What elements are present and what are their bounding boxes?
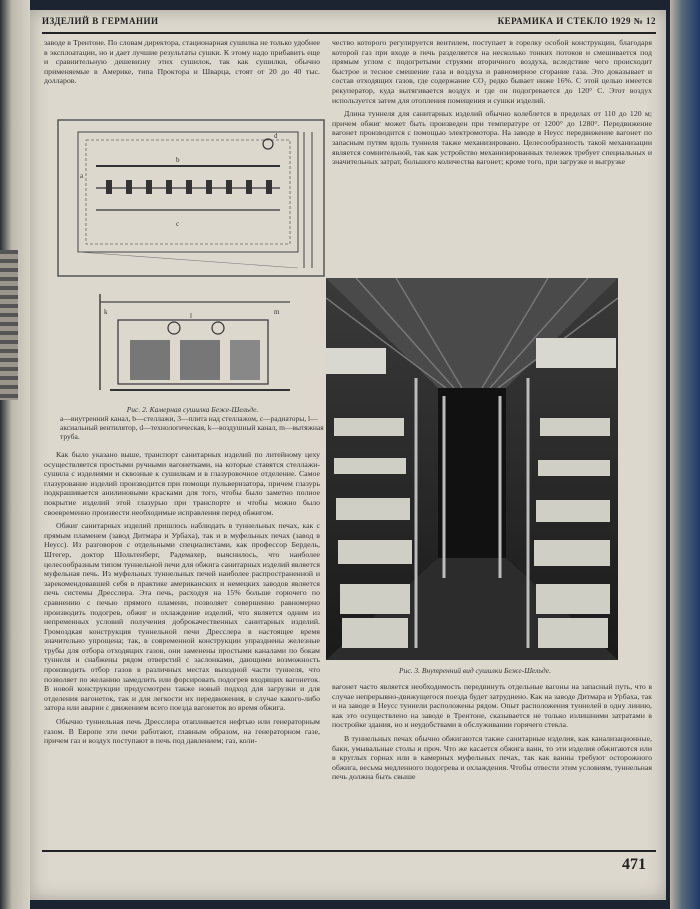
fig2-label-k: k [104,308,108,316]
header-rule [42,32,656,34]
fig2-label-m: m [274,308,280,316]
journal-page [30,10,666,900]
left-column-top [44,38,320,90]
paragraph: заводе в Трентоне. По словам директора, стационарная сушилка не только удобнее в эксплоатации, но и дает лучшие результаты сушки. К этому надо прибавить еще и сравнительную дешевизну этих сушилок, так как сушилки, обычно применяемые в Америке, типа Проктора и Шварца, стоят от 20 до 40 тыс. долларов. [44,38,320,86]
drying-chamber-plan-drawing [56,118,326,278]
fig1-label-a: a [80,172,84,180]
right-column-bottom [332,682,652,786]
fig1-label-d: d [274,132,278,140]
figure-2-caption-title: Рис. 2. Камерная сушилка Беже-Шельде. [126,405,259,414]
adjacent-page-strip [0,250,18,400]
right-column-top [332,38,652,171]
footer-rule [42,850,656,852]
paragraph: чество которого регулируется вентилем, поступает в горелку особой конструкции, благодаря которой газ при входе в печь разделяется на несколько тонких потоков и смешивается под прямым углом с подогретыми струями вторичного воздуха, вследствие чего происходит быстрое и тесное смешение газа и воздуха и равномерное сгорание газа. Это доказывает и состав отходящих газов, где содержание CO₂ редко бывает ниже 16%. С этой целью имеется рекуператор, куда вытягивается воздух и где он подогревается до 120° С. Этот воздух используется затем для отопления помещения и сушки изделий. [332,38,652,105]
figure-2-caption-legend: а—внутренний канал, b—стеллажи, 3—плита над стеллажом, с—радиаторы, l—аксиальный вентилятор, d—технологическая, k—воздушный канал, m—вытяжная труба. [60,414,324,441]
fig2-label-l: l [190,312,192,320]
book-cover-right [670,0,700,909]
dryer-interior-photo [326,278,618,660]
fig1-label-b: b [176,156,180,164]
paragraph: Обычно туннельная печь Дресслера отапливается нефтью или генераторным газом. В Европе эти печи работают, главным образом, на генераторном газе, причем газ и воздух поступают в печь под давлением; газ, коли- [44,717,320,746]
paragraph: Обжиг санитарных изделий пришлось наблюдать в туннельных печах, как с прямым пламенем (завод Дитмара и Урбаха), так и в муфельных печах (завод в Неусс). Из разговоров с отдельными специалистами, как профессор Бердель, Штегер, доктор Шольтенберг, Радемахер, выяснилось, что наиболее целесообразным типом туннельной печи для обжига санитарных изделий является муфельная печь. Из муфельных туннельных печей наиболее распространенной и зарекомендовавшей себя в практике американских и немецких заводов является печь системы Дресслера. Эта печь, расходуя на 15% больше горючего по сравнению с печью прямого пламени, позволяет совершенно равномерно производить подогрев, обжиг и охлаждение изделий, что является одним из непременных условий получения доброкачественных санитарных изделий. Громоздкая конструкция туннельной печи Дресслера в настоящее время значительно упрощена; так, в современной конструкции упразднены железные трубы для отбора отходящих газов, они заменены простыми каналами по бокам туннеля и снабжены рядом отверстий с заслонками, дающими возможность производить отбор газов в различных местах выходной части туннеля, что позволяет по желанию замедлить или форсировать подогрев входящих вагонеток. В новой конструкции предусмотрен также новый подход для загрузки и для отделения вагонеток, так и для легкости их передвижения, в случае какого-либо затора или аварии с движением всего поезда вагонеток во время обжига. [44,521,320,713]
fig1-label-c: c [176,220,180,228]
running-header [42,14,656,32]
header-left: ИЗДЕЛИЙ В ГЕРМАНИИ [42,16,159,26]
figure-2-caption [60,405,325,441]
paragraph: Длина туннеля для санитарных изделий обычно колеблется в пределах от 110 до 120 м; причем обжиг может быть произведен при температуре от 1200° до 1280°. Передвижение вагонет производится с помощью электромотора. На заводе в Неусс передвижение вагонет по запасным путям вдоль туннеля также механизировано. Целесообразность такой механизации является сомнительной, так как устройство механизированных тележек требует специальных и значительных затрат, большого количества вагонет; кроме того, при загрузке и выгрузке [332,109,652,167]
paragraph: В туннельных печах обычно обжигаются также санитарные изделия, как канализационные, баки, умывальные столы и проч. Что же касается обжига ванн, то эти изделия обжигаются или в круглых горнах или в камерных муфельных печах, так как ванны требуют осторожного обжига, весьма медленного подогрева и охлаждения. Чтобы отвести этим условиям, туннельная печь должна быть свыше [332,733,652,782]
drying-chamber-section-drawing [90,290,330,400]
paragraph: вагонет часто является необходимость передвинуть отдельные вагоны на запасный путь, что в случае непрерывно-движущегося поезда будет затруднено. Как на заводе Дитмара и Урбаха, так и на заводе в Неусс туннели расположены рядом. Опыт расположения туннелей в одну линию, как это осуществлено на заводе в Трентоне, сказывается не только излишними затратами в постройке здания, но и неудобствами в обслуживании горячего стекла. [332,682,652,730]
figure-3-caption: Рис. 3. Внутренний вид сушилки Беже-Шельде. [399,666,551,675]
paragraph: Как было указано выше, транспорт санитарных изделий по литейному цеху осуществляется простыми ручными вагонетками, на которые ставятся стеллажи-сушила с изделиями и сквозные к сушилкам и в глазуровочное отделение. Самое глазурование изделий производится при помощи пульверизатора, причем глазурь подкрашивается анилиновыми красками для того, чтобы было заметно полное покрытие изделий этой глазурью при транспорте и чтобы можно было своевременно произвести необходимые исправления перед обжигом. [44,450,320,517]
page-number: 471 [622,856,646,873]
left-column-body [44,450,320,750]
binding-left-edge [0,0,30,909]
header-right: КЕРАМИКА И СТЕКЛО 1929 № 12 [497,16,656,26]
